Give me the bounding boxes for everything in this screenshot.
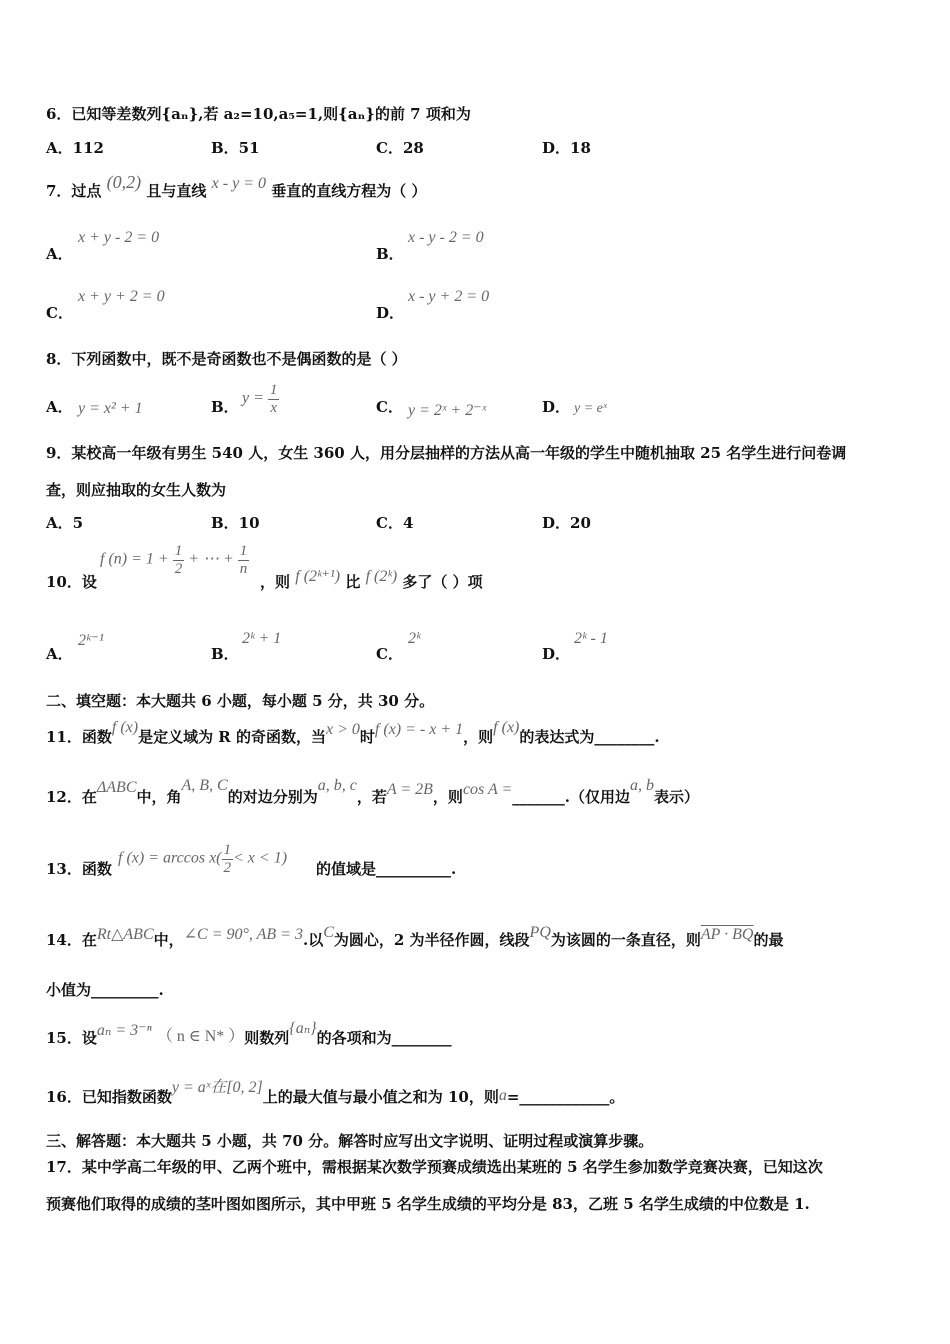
q6-option-d: D．18 [542,139,591,157]
q16-p3: =____________。 [506,1088,625,1106]
q6-stem: 6．已知等差数列{aₙ},若 a₂=10,a₅=1,则{aₙ}的前 7 项和为 [46,105,471,123]
q8-stem: 8．下列函数中，既不是奇函数也不是偶函数的是（ ） [46,350,407,368]
q15-m2: （ n ∈ N* ） [156,1028,245,1045]
q11-p3: 时 [359,728,375,746]
q10-option-a: 2ᵏ⁻¹ [78,632,104,649]
q12-p3: 的对边分别为 [227,788,318,806]
q11-stem [46,719,660,747]
q13-tail: 的值域是__________. [316,860,457,878]
q14-m4: PQ [529,924,551,941]
q15-p3: 的各项和为________ [316,1029,452,1047]
q8-option-c: y = 2ˣ + 2⁻ˣ [408,402,487,419]
q7-option-d: x - y + 2 = 0 [408,288,490,305]
q9-stem-line1: 9．某校高一年级有男生 540 人，女生 360 人，用分层抽样的方法从高一年级的学生中随机抽取 25 名学生进行问卷调 [46,444,847,462]
q8-label-d: D． [542,398,571,416]
q7-label-d: D． [376,304,405,322]
q10-suffix: 多了（ ）项 [402,573,483,591]
q8-label-c: C． [376,398,403,416]
q9-option-a: A．5 [46,514,84,532]
q11-m2: x > 0 [326,721,360,738]
q8-option-d: y = eˣ [574,401,607,416]
q10-last-den: n [239,560,248,577]
q11-p4: ，则 [463,728,494,746]
q10-label-a: A． [46,645,73,663]
q13-formula [118,842,287,876]
q12-m3: a, b, c [317,777,357,794]
q7-option-a: x + y - 2 = 0 [78,229,160,246]
q10-label-d: D． [542,645,571,663]
q10-mid1: ，则 [260,573,291,591]
q16-m1: y = aˣ在[0, 2] [171,1079,263,1096]
q14-m1: Rt△ABC [96,926,154,943]
q15-m1: aₙ = 3⁻ⁿ [96,1022,152,1039]
q13-m1: f (x) = arccos x( [118,849,222,867]
q10-option-d: 2ᵏ - 1 [574,630,608,647]
q15-stem [46,1020,452,1048]
q11-m4: f (x) [493,719,520,736]
section-2-heading: 二、填空题：本大题共 6 小题，每小题 5 分，共 30 分。 [46,692,435,710]
q8-label-a: A． [46,398,73,416]
q17-line2: 预赛他们取得的成绩的茎叶图如图所示，其中甲班 5 名学生成绩的平均分是 83，乙班 5 名学生成绩的中位数是 1. [46,1195,810,1213]
q16-stem [46,1079,625,1107]
q16-m2: a [498,1087,507,1104]
q12-m4: A = 2B [386,781,433,798]
q10-half-den: 2 [174,560,183,577]
q12-p5: ，则 [432,788,463,806]
q11-p1: 11．函数 [46,728,112,746]
q15-p2: 则数列 [244,1029,290,1047]
q13-den: 2 [223,859,231,876]
q9-stem-line2: 查，则应抽取的女生人数为 [46,481,227,499]
q14-m5: AP · BQ [700,926,754,943]
q12-m2: A, B, C [181,777,228,794]
q10-f-lhs: f (n) = 1 + [100,550,169,568]
q14-p5: 为该圆的一条直径，则 [550,931,701,949]
q14-p2: 中， [153,931,184,949]
q6-option-c: C．28 [376,139,424,157]
q11-p5: 的表达式为________. [519,728,660,746]
q15-p1: 15．设 [46,1029,97,1047]
q14-p4: 为圆心，2 为半径作圆，线段 [333,931,530,949]
q10-last [238,543,250,577]
q7-option-c: x + y + 2 = 0 [78,288,165,305]
q12-p2: 中，角 [136,788,182,806]
q13-num: 1 [223,842,231,858]
q8-option-b-numerator: 1 [269,382,278,398]
q10-half [173,543,185,577]
q10-rest [260,568,483,592]
q13-frac [222,842,234,876]
q14-m2: ∠C = 90°, AB = 3 [183,926,303,943]
q10-last-num: 1 [239,543,248,559]
q6-option-b: B．51 [211,139,260,157]
q10-label-b: B． [211,645,239,663]
q14-stem [46,924,784,950]
q7-suffix: 垂直的直线方程为（ ） [271,182,427,200]
q14-p6: 的最 [753,931,784,949]
q11-p2: 是定义域为 R 的奇函数，当 [138,728,326,746]
q10-label-c: C． [376,645,403,663]
q6-option-a: A．112 [46,139,104,157]
q11-m1: f (x) [111,719,139,736]
section-3-heading: 三、解答题：本大题共 5 小题，共 70 分。解答时应写出文字说明、证明过程或演算步骤。 [46,1132,654,1150]
q7-stem [46,172,427,201]
q17-line1: 17．某中学高二年级的甲、乙两个班中，需根据某次数学预赛成绩选出某班的 5 名学生参加数学竞赛决赛，已知这次 [46,1158,823,1176]
q9-option-b: B．10 [211,514,260,532]
q8-label-b: B． [211,398,239,416]
q10-label: 10．设 [46,573,97,591]
q7-label-b: B． [376,245,404,263]
q14-m3: C [323,924,334,941]
q12-m6: a, b [630,777,654,794]
q8-option-b-fraction [268,382,280,416]
q7-line: x - y = 0 [211,175,266,192]
q9-option-d: D．20 [542,514,591,532]
q10-f-b: f (2ᵏ) [365,568,398,585]
q11-m3: f (x) = - x + 1 [374,721,464,738]
q8-option-a: y = x² + 1 [78,400,143,417]
q14-p1: 14．在 [46,931,97,949]
q15-m3: {aₙ} [289,1020,317,1037]
q7-mid: 且与直线 [146,182,207,200]
q12-stem [46,777,700,807]
q12-p1: 12．在 [46,788,97,806]
q13-label: 13．函数 [46,860,112,878]
q10-option-b: 2ᵏ + 1 [242,630,282,647]
q9-option-c: C．4 [376,514,414,532]
q7-label-a: A． [46,245,73,263]
q14-p3: .以 [302,931,324,949]
q10-formula [100,543,249,577]
q12-p7: 表示） [654,788,700,806]
q10-half-num: 1 [174,543,183,559]
q8-option-b-denominator: x [270,399,277,416]
q10-option-c: 2ᵏ [408,630,421,647]
q16-p2: 上的最大值与最小值之和为 10，则 [262,1088,499,1106]
q7-point: (0,2) [106,172,142,192]
q10-f-a: f (2ᵏ⁺¹) [295,568,341,585]
q12-p6: _______.（仅用边 [512,788,630,806]
q8-option-b [242,382,279,416]
q7-label-c: C． [46,304,73,322]
q16-p1: 16．已知指数函数 [46,1088,172,1106]
q7-prefix: 7．过点 [46,182,102,200]
q10-mid2: 比 [345,573,361,591]
q12-m5: cos A = [462,781,513,798]
q12-m1: ΔABC [96,779,137,796]
q7-option-b: x - y - 2 = 0 [408,229,484,246]
q10-dots: + ⋯ + [188,550,234,568]
q8-option-b-lhs: y = [242,389,264,407]
q12-p4: ，若 [356,788,387,806]
q13-m2: < x < 1) [233,849,288,867]
q14-stem-line2: 小值为_________. [46,981,164,999]
